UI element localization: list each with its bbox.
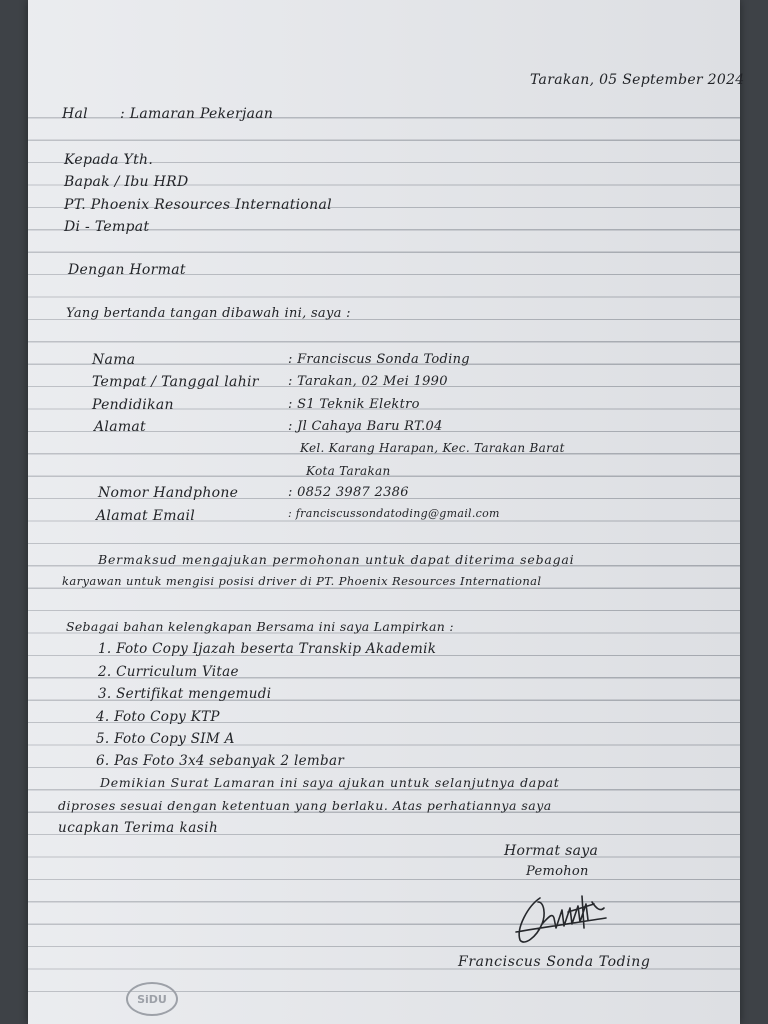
attachment-item: 4. Foto Copy KTP	[96, 709, 220, 725]
letter-date: Tarakan, 05 September 2024	[530, 72, 745, 88]
attachment-item: 6. Pas Foto 3x4 sebanyak 2 lembar	[96, 753, 345, 769]
email-label: Alamat Email	[96, 508, 196, 524]
address-value-2: Kel. Karang Harapan, Kec. Tarakan Barat	[300, 441, 565, 455]
email-value: : franciscussondatoding@gmail.com	[288, 507, 500, 520]
purpose-line: Bermaksud mengajukan permohonan untuk dapat diterima sebagai	[98, 552, 575, 567]
regards-text: Hormat saya	[504, 843, 599, 859]
recipient-line: Bapak / Ibu HRD	[64, 174, 189, 190]
education-label: Pendidikan	[92, 397, 174, 413]
greeting: Dengan Hormat	[68, 262, 186, 278]
address-value-1: : Jl Cahaya Baru RT.04	[288, 419, 443, 434]
closing-line: ucapkan Terima kasih	[58, 820, 219, 836]
name-label: Nama	[92, 352, 136, 368]
phone-value: : 0852 3987 2386	[288, 485, 409, 500]
subject-label: Hal	[62, 106, 88, 122]
name-value: : Franciscus Sonda Toding	[288, 352, 470, 367]
signature	[508, 888, 618, 950]
address-label: Alamat	[94, 419, 146, 435]
sidu-stamp: SiDU	[126, 982, 178, 1016]
subject-value: : Lamaran Pekerjaan	[120, 106, 274, 122]
intro-line: Yang bertanda tangan dibawah ini, saya :	[66, 306, 351, 321]
signer-name: Franciscus Sonda Toding	[458, 954, 651, 970]
attachment-item: 5. Foto Copy SIM A	[96, 731, 235, 747]
role-text: Pemohon	[526, 864, 589, 879]
attachment-item: 1. Foto Copy Ijazah beserta Transkip Akademik	[98, 641, 437, 657]
closing-line: Demikian Surat Lamaran ini saya ajukan untuk selanjutnya dapat	[100, 775, 560, 790]
recipient-line: Kepada Yth.	[64, 152, 154, 168]
recipient-line: PT. Phoenix Resources International	[64, 197, 332, 213]
closing-line: diproses sesuai dengan ketentuan yang berlaku. Atas perhatiannya saya	[58, 798, 552, 813]
birth-label: Tempat / Tanggal lahir	[92, 374, 259, 390]
attachment-intro: Sebagai bahan kelengkapan Bersama ini saya Lampirkan :	[66, 619, 454, 634]
attachment-item: 3. Sertifikat mengemudi	[98, 686, 272, 702]
birth-value: : Tarakan, 02 Mei 1990	[288, 374, 448, 389]
attachment-item: 2. Curriculum Vitae	[98, 664, 239, 680]
phone-label: Nomor Handphone	[98, 485, 239, 501]
address-value-3: Kota Tarakan	[306, 464, 391, 478]
letter-paper	[28, 0, 745, 1024]
purpose-line: karyawan untuk mengisi posisi driver di PT. Phoenix Resources International	[62, 574, 542, 588]
education-value: : S1 Teknik Elektro	[288, 397, 420, 412]
recipient-line: Di - Tempat	[64, 219, 150, 235]
